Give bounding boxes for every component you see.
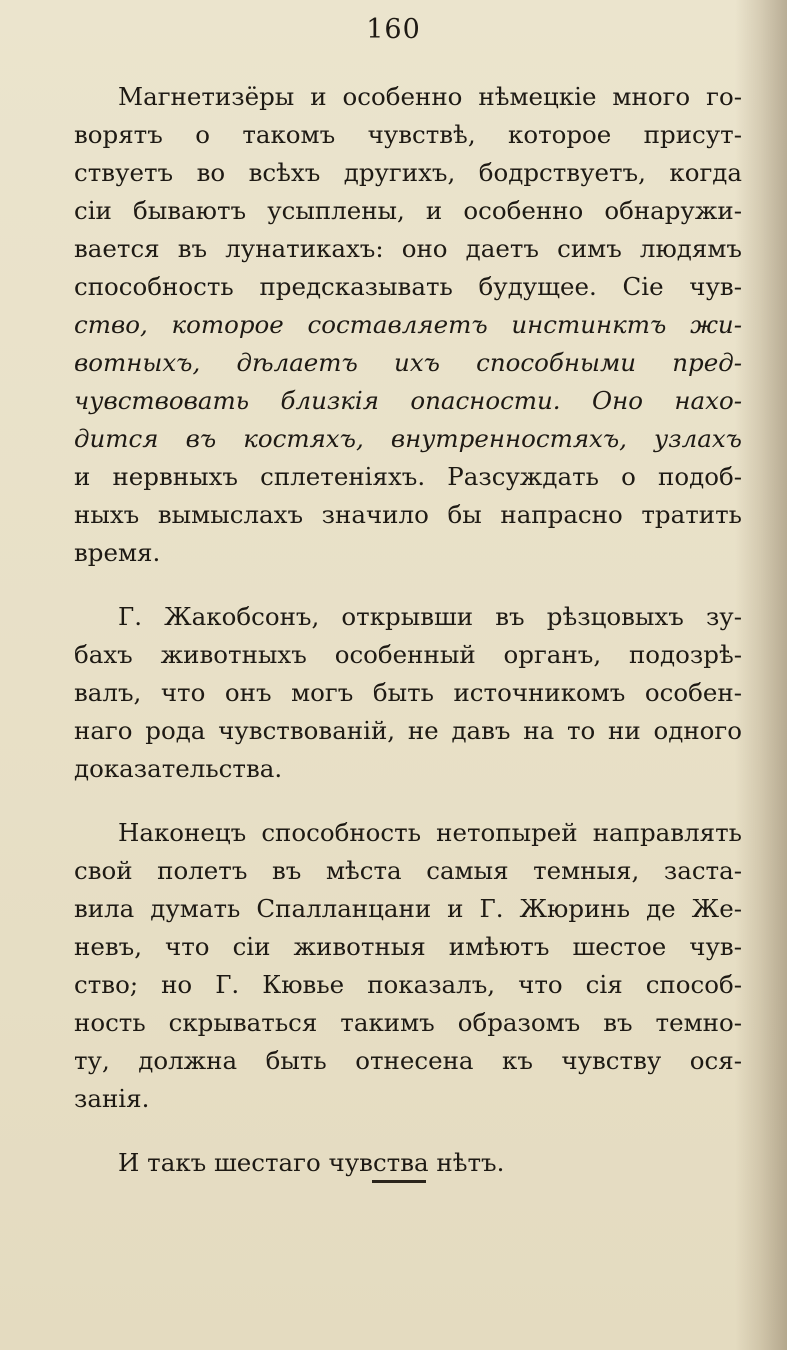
text-line: ность скрываться такимъ образомъ въ темно- xyxy=(74,1008,742,1037)
paragraph-1 xyxy=(74,78,742,572)
text-line: валъ, что онъ могъ быть источникомъ особен- xyxy=(74,678,742,707)
paragraph-gap xyxy=(74,1118,742,1144)
text-line: вается въ лунатикахъ: оно даетъ симъ людямъ xyxy=(74,234,742,263)
text-line-italic: чувствовать близкія опасности. Оно нахо- xyxy=(74,386,742,415)
page-number: 160 xyxy=(366,14,421,45)
end-rule xyxy=(372,1180,426,1183)
paragraph-3 xyxy=(74,814,742,1118)
text-line: сіи бываютъ усыплены, и особенно обнаружи- xyxy=(74,196,742,225)
body-text xyxy=(74,78,742,1182)
text-line: наго рода чувствованій, не давъ на то ни одного xyxy=(74,716,742,745)
text-line: время. xyxy=(74,538,161,567)
text-line-italic: ство, которое составляетъ инстинктъ жи- xyxy=(74,310,742,339)
text-line: ствуетъ во всѣхъ другихъ, бодрствуетъ, когда xyxy=(74,158,742,187)
text-line: занія. xyxy=(74,1084,150,1113)
text-line: ныхъ вымыслахъ значило бы напрасно тратить xyxy=(74,500,742,529)
text-line: Наконецъ способность нетопырей направлять xyxy=(118,818,742,847)
text-line: ство; но Г. Кювье показалъ, что сія способ- xyxy=(74,970,742,999)
text-line: Г. Жакобсонъ, открывши въ рѣзцовыхъ зу- xyxy=(118,602,742,631)
text-line: свой полетъ въ мѣста самыя темныя, заста- xyxy=(74,856,742,885)
text-line: бахъ животныхъ особенный органъ, подозрѣ- xyxy=(74,640,742,669)
paragraph-gap xyxy=(74,572,742,598)
paragraph-gap xyxy=(74,788,742,814)
text-line: ворятъ о такомъ чувствѣ, которое присут- xyxy=(74,120,742,149)
text-line: ту, должна быть отнесена къ чувству ося- xyxy=(74,1046,742,1075)
text-line: вила думать Спалланцани и Г. Жюринь де Же- xyxy=(74,894,742,923)
text-line: И такъ шестаго чувства нѣтъ. xyxy=(118,1148,505,1177)
text-line: Магнетизёры и особенно нѣмецкіе много го- xyxy=(118,82,742,111)
text-line: способность предсказывать будущее. Сіе чув- xyxy=(74,272,742,301)
text-line-italic: вотныхъ, дѣлаетъ ихъ способными пред- xyxy=(74,348,742,377)
text-line: доказательства. xyxy=(74,754,283,783)
text-line-italic: дится въ костяхъ, внутренностяхъ, узлахъ xyxy=(74,424,742,453)
text-line: невъ, что сіи животныя имѣютъ шестое чув- xyxy=(74,932,742,961)
paragraph-4 xyxy=(74,1144,742,1182)
text-line: и нервныхъ сплетеніяхъ. Разсуждать о подоб- xyxy=(74,462,742,491)
paragraph-2 xyxy=(74,598,742,788)
